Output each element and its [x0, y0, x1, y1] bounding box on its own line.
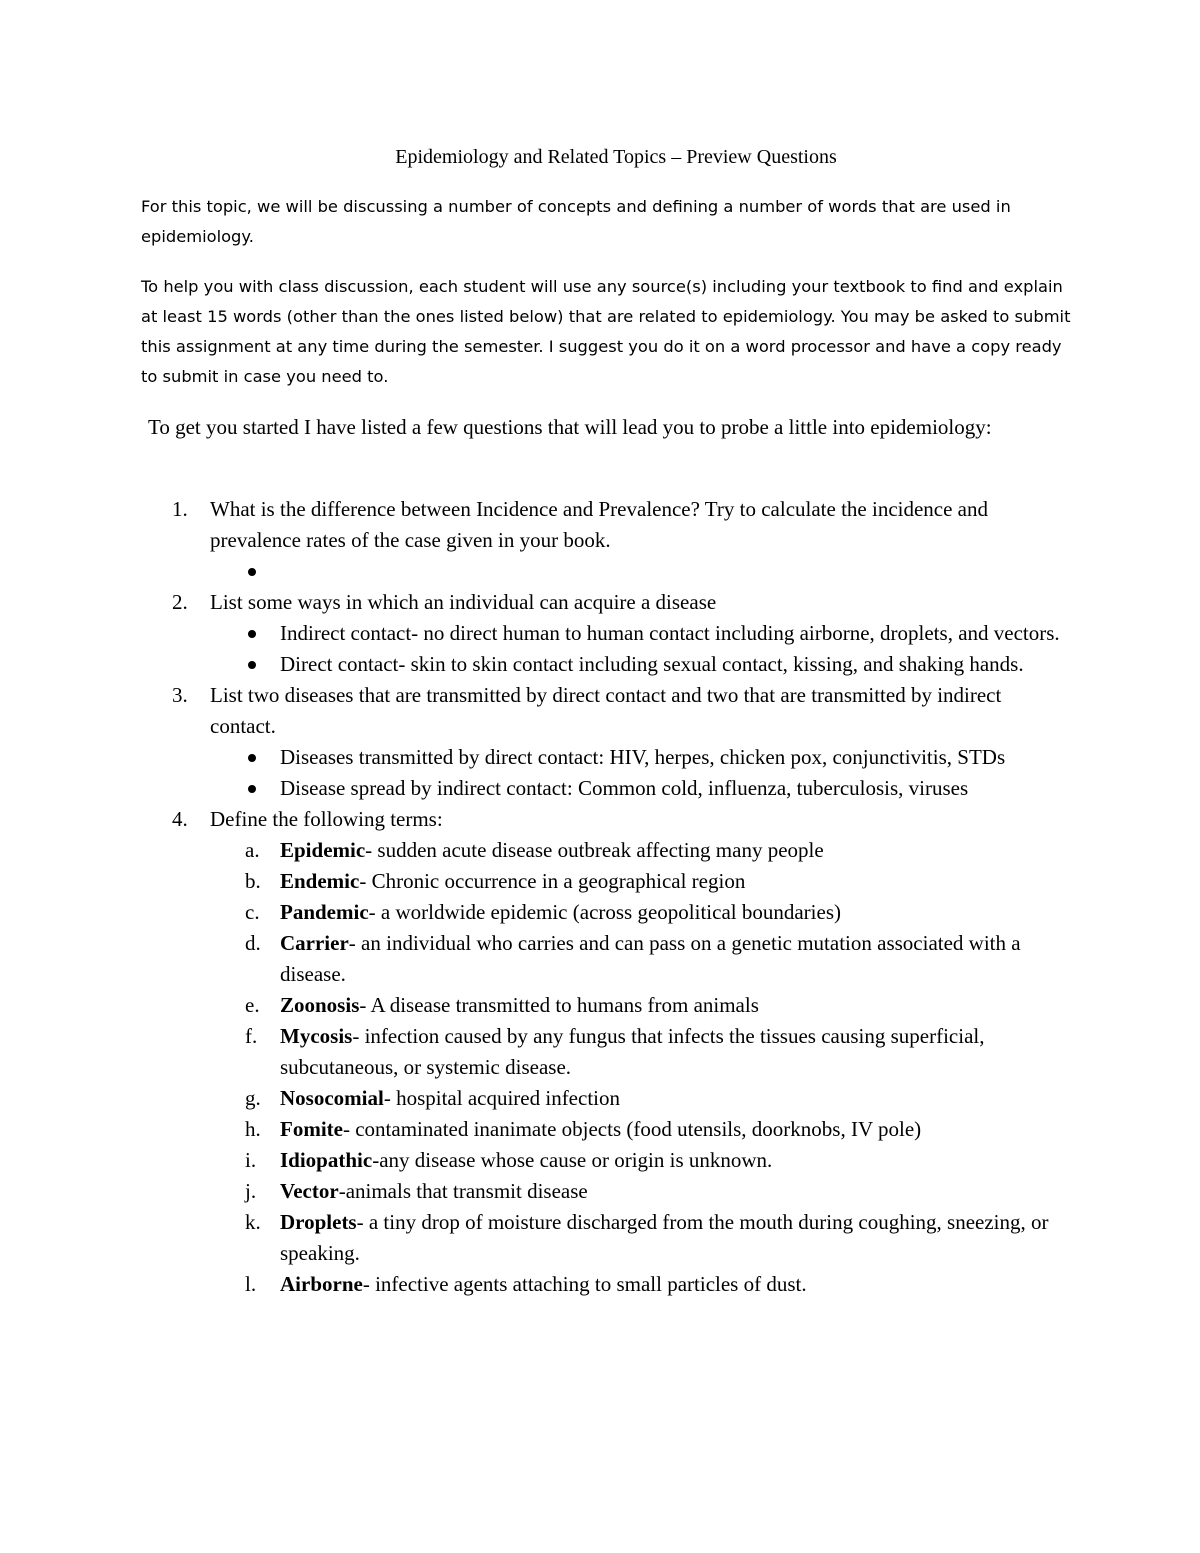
- answer-bullet: [0, 649, 1060, 680]
- term-definition: - hospital acquired infection: [383, 1086, 620, 1110]
- term-item-zoonosis: [0, 990, 1060, 1021]
- term-name: Mycosis: [280, 1024, 353, 1048]
- term-item-vector: [0, 1176, 1060, 1207]
- term-letter: f.: [245, 1024, 258, 1048]
- term-name: Fomite: [280, 1117, 343, 1141]
- term-letter: l.: [245, 1272, 257, 1296]
- term-item-carrier: [0, 928, 1060, 990]
- term-name: Pandemic: [280, 900, 369, 924]
- term-letter: h.: [245, 1117, 261, 1141]
- term-definition: - contaminated inanimate objects (food utensils, doorknobs, IV pole): [342, 1117, 922, 1141]
- answer-text: Direct contact- skin to skin contact including sexual contact, kissing, and shaking hands.: [280, 652, 1024, 676]
- answer-bullet: [0, 773, 1060, 804]
- question-item: [0, 680, 1060, 804]
- question-item: [0, 587, 1060, 680]
- term-item-pandemic: [0, 897, 1060, 928]
- term-name: Epidemic: [280, 838, 366, 862]
- term-name: Droplets: [280, 1210, 357, 1234]
- intro-paragraph-1: For this topic, we will be discussing a number of concepts and defining a number of words that are used in epidemiology.: [141, 197, 1011, 246]
- term-letter: b.: [245, 869, 261, 893]
- bullet-icon: [248, 661, 256, 669]
- term-name: Endemic: [280, 869, 360, 893]
- question-number: 4.: [172, 807, 188, 831]
- answer-bullets: [210, 742, 1060, 804]
- answer-bullet: [0, 556, 1060, 587]
- term-letter: k.: [245, 1210, 261, 1234]
- question-text: Define the following terms:: [210, 807, 443, 831]
- intro-paragraph-2: To help you with class discussion, each student will use any source(s) including your textbook to find and explain at least 15 words (other than the ones listed below) that are related to epidemiology. You may be asked to submit this assignment at any time during the semester. I suggest you do it on a word processor and have a copy ready to submit in case you need to.: [141, 277, 1071, 386]
- term-definition: - infective agents attaching to small particles of dust.: [362, 1272, 807, 1296]
- question-text: What is the difference between Incidence and Prevalence? Try to calculate the incidence and prevalence rates of the case given in your book.: [210, 497, 989, 552]
- term-letter: i.: [245, 1148, 257, 1172]
- term-definition: - infection caused by any fungus that infects the tissues causing superficial, subcutaneous, or systemic disease.: [280, 1024, 985, 1079]
- term-item-nosocomial: [0, 1083, 1060, 1114]
- bullet-icon: [248, 568, 256, 576]
- term-definition: - sudden acute disease outbreak affecting many people: [365, 838, 824, 862]
- term-definition: -any disease whose cause or origin is unknown.: [372, 1148, 773, 1172]
- term-name: Nosocomial: [280, 1086, 384, 1110]
- term-item-droplets: [0, 1207, 1060, 1269]
- term-definition: - a tiny drop of moisture discharged from the mouth during coughing, sneezing, or speaking.: [280, 1210, 1049, 1265]
- question-text: List some ways in which an individual can acquire a disease: [210, 590, 717, 614]
- question-list: [0, 494, 1200, 1300]
- question-number: 3.: [172, 683, 188, 707]
- term-letter: j.: [245, 1179, 257, 1203]
- answer-text: Indirect contact- no direct human to human contact including airborne, droplets, and vectors.: [280, 621, 1060, 645]
- term-definition: - Chronic occurrence in a geographical region: [359, 869, 746, 893]
- answer-bullet: [0, 742, 1060, 773]
- term-definition: - a worldwide epidemic (across geopolitical boundaries): [368, 900, 841, 924]
- term-item-airborne: [0, 1269, 1060, 1300]
- answer-bullet: [0, 618, 1060, 649]
- term-letter: a.: [245, 838, 260, 862]
- questions-intro: To get you started I have listed a few questions that will lead you to probe a little into epidemiology:: [148, 415, 992, 439]
- bullet-icon: [248, 785, 256, 793]
- term-item-mycosis: [0, 1021, 1060, 1083]
- question-number: 2.: [172, 590, 188, 614]
- answer-bullets: [210, 618, 1060, 680]
- term-item-fomite: [0, 1114, 1060, 1145]
- question-item: [0, 804, 1060, 1300]
- question-number: 1.: [172, 497, 188, 521]
- question-item: [0, 494, 1060, 587]
- term-definition: - an individual who carries and can pass on a genetic mutation associated with a disease.: [280, 931, 1021, 986]
- term-name: Carrier: [280, 931, 349, 955]
- term-letter: e.: [245, 993, 260, 1017]
- bullet-icon: [248, 630, 256, 638]
- answer-text: Disease spread by indirect contact: Common cold, influenza, tuberculosis, viruses: [280, 776, 969, 800]
- term-definitions: [210, 835, 1060, 1300]
- term-name: Zoonosis: [280, 993, 360, 1017]
- answer-text: Diseases transmitted by direct contact: HIV, herpes, chicken pox, conjunctivitis, STDs: [280, 745, 1006, 769]
- question-text: List two diseases that are transmitted by direct contact and two that are transmitted by indirect contact.: [210, 683, 1002, 738]
- term-letter: c.: [245, 900, 260, 924]
- term-definition: -animals that transmit disease: [338, 1179, 588, 1203]
- term-name: Vector: [280, 1179, 339, 1203]
- term-item-idiopathic: [0, 1145, 1060, 1176]
- answer-bullets: [210, 556, 1060, 587]
- term-item-endemic: [0, 866, 1060, 897]
- term-item-epidemic: [0, 835, 1060, 866]
- term-definition: - A disease transmitted to humans from animals: [359, 993, 759, 1017]
- document-title: Epidemiology and Related Topics – Preview Questions: [395, 146, 837, 168]
- term-letter: g.: [245, 1086, 261, 1110]
- bullet-icon: [248, 754, 256, 762]
- term-name: Airborne: [280, 1272, 363, 1296]
- term-letter: d.: [245, 931, 261, 955]
- term-name: Idiopathic: [280, 1148, 373, 1172]
